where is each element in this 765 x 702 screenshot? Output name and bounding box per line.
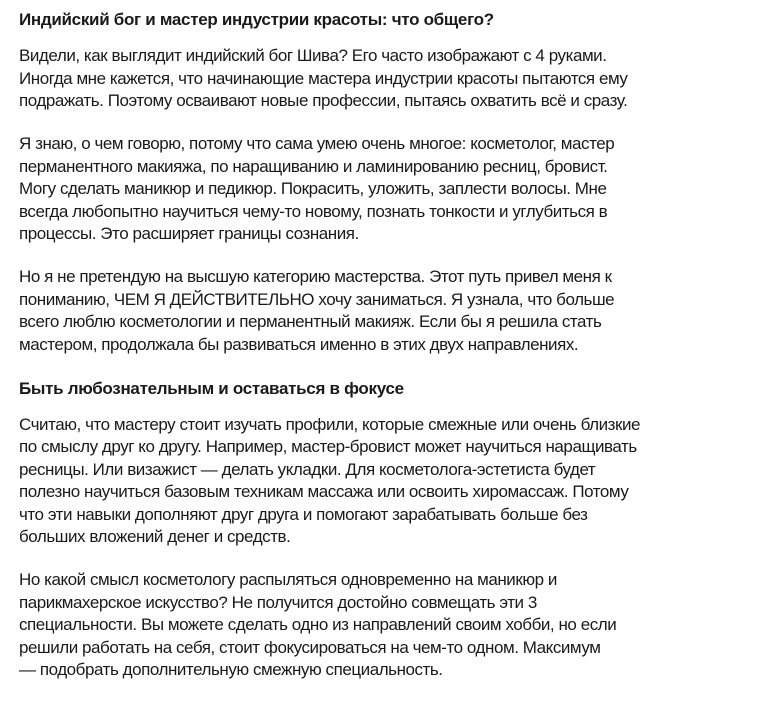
text-line: Я знаю, о чем говорю, потому что сама умею очень многое: косметолог, мастер bbox=[19, 134, 615, 153]
heading-curiosity-focus: Быть любознательным и оставаться в фокусе bbox=[19, 378, 404, 398]
text-line: полезно научиться базовым техникам массажа или освоить хиромассаж. Потому bbox=[19, 482, 629, 501]
text-line: перманентного макияжа, по наращиванию и ламинированию ресниц, бровист. bbox=[19, 156, 608, 176]
paragraph-skills bbox=[19, 133, 640, 246]
text-line: Но какой смысл косметологу распыляться одновременно на маникюр и bbox=[19, 570, 557, 589]
text-line: Но я не претендую на высшую категорию мастерства. Этот путь привел меня к bbox=[19, 267, 612, 286]
text-line: пониманию, ЧЕМ Я ДЕЙСТВИТЕЛЬНО хочу заниматься. Я узнала, что больше bbox=[19, 289, 615, 309]
text-line: больших вложений денег и средств. bbox=[19, 527, 291, 546]
text-line: специальности. Вы можете сделать одно из направлений своим хобби, но если bbox=[19, 615, 617, 634]
heading-indian-god: Индийский бог и мастер индустрии красоты: что общего? bbox=[19, 10, 494, 29]
text-line: Считаю, что мастеру стоит изучать профили, которые смежные или очень близкие bbox=[19, 414, 640, 434]
text-line: — подобрать дополнительную смежную специальность. bbox=[19, 660, 443, 679]
text-line: Видели, как выглядит индийский бог Шива? Его часто изображают с 4 руками. bbox=[19, 46, 607, 65]
paragraph-mastery bbox=[19, 266, 640, 356]
text-line: процессы. Это расширяет границы сознания. bbox=[19, 224, 359, 243]
article bbox=[19, 8, 640, 702]
text-line: всегда любопытно научиться чему-то новому, познать тонкости и углубиться в bbox=[19, 201, 608, 221]
text-line: парикмахерское искусство? Не получится достойно совмещать эти 3 bbox=[19, 592, 537, 612]
text-line: Могу сделать маникюр и педикюр. Покрасить, уложить, заплести волосы. Мне bbox=[19, 179, 607, 198]
text-line: подражать. Поэтому осваивают новые профессии, пытаясь охватить всё и сразу. bbox=[19, 91, 628, 110]
paragraph-focus bbox=[19, 569, 640, 682]
text-line: всего люблю косметологии и перманентный макияж. Если бы я решила стать bbox=[19, 312, 602, 331]
paragraph-shiva bbox=[19, 45, 640, 113]
text-line: Иногда мне кажется, что начинающие мастера индустрии красоты пытаются ему bbox=[19, 68, 628, 88]
text-line: ресницы. Или визажист — делать укладки. Для косметолога-эстетиста будет bbox=[19, 459, 596, 479]
text-line: по смыслу друг ко другу. Например, мастер-бровист может научиться наращивать bbox=[19, 437, 637, 456]
text-line: что эти навыки дополняют друг друга и помогают зарабатывать больше без bbox=[19, 504, 588, 524]
text-line: мастером, продолжала бы развиваться именно в этих двух направлениях. bbox=[19, 334, 579, 354]
paragraph-related-profiles bbox=[19, 414, 640, 549]
text-line: решили работать на себя, стоит фокусироваться на чем-то одном. Максимум bbox=[19, 637, 601, 657]
